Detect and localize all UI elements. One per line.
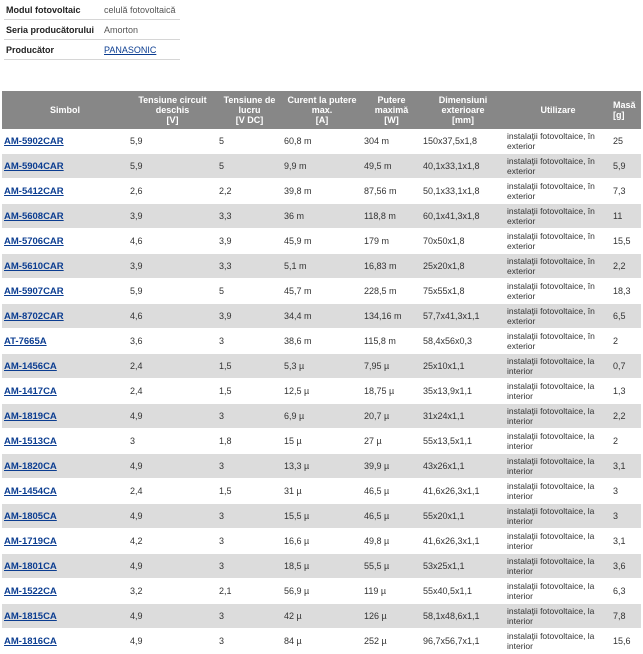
cell-open-circuit-voltage: 5,9 <box>128 154 217 179</box>
col-header-unit: [g] <box>613 110 625 120</box>
cell-symbol <box>2 154 128 179</box>
cell-usage: instalaţii fotovoltaice, la interior <box>505 579 611 604</box>
product-symbol-link[interactable]: AM-5610CAR <box>4 260 64 272</box>
col-header-label: Putere maximă <box>374 95 409 115</box>
cell-current: 36 m <box>282 204 362 229</box>
product-symbol-link[interactable]: AM-5706CAR <box>4 235 64 247</box>
cell-max-power: 20,7 µ <box>362 404 421 429</box>
cell-dimensions: 31x24x1,1 <box>421 404 505 429</box>
info-value-manufacturer <box>102 40 180 60</box>
product-symbol-link[interactable]: AM-5412CAR <box>4 185 64 197</box>
cell-open-circuit-voltage: 4,6 <box>128 304 217 329</box>
cell-open-circuit-voltage: 2,4 <box>128 479 217 504</box>
cell-working-voltage: 3,3 <box>217 204 282 229</box>
col-header-max-power[interactable] <box>362 91 421 129</box>
cell-usage: instalaţii fotovoltaice, în exterior <box>505 329 611 354</box>
cell-symbol <box>2 204 128 229</box>
product-symbol-link[interactable]: AM-5907CAR <box>4 285 64 297</box>
cell-open-circuit-voltage: 2,4 <box>128 354 217 379</box>
col-header-label: Utilizare <box>540 105 576 115</box>
cell-current: 15 µ <box>282 429 362 454</box>
cell-symbol <box>2 179 128 204</box>
info-key-manufacturer: Producător <box>4 40 102 60</box>
cell-current: 15,5 µ <box>282 504 362 529</box>
cell-working-voltage: 3 <box>217 404 282 429</box>
cell-mass: 3 <box>611 504 641 529</box>
col-header-unit: [A] <box>315 115 329 125</box>
table-row <box>2 529 641 554</box>
table-row <box>2 504 641 529</box>
cell-max-power: 304 m <box>362 129 421 154</box>
cell-usage: instalaţii fotovoltaice, în exterior <box>505 154 611 179</box>
product-symbol-link[interactable]: AT-7665A <box>4 335 47 347</box>
cell-dimensions: 57,7x41,3x1,1 <box>421 304 505 329</box>
cell-mass: 2 <box>611 329 641 354</box>
cell-max-power: 49,8 µ <box>362 529 421 554</box>
info-row-module <box>4 0 180 20</box>
cell-working-voltage: 3 <box>217 529 282 554</box>
col-header-unit: [mm] <box>452 115 474 125</box>
product-symbol-link[interactable]: AM-1816CA <box>4 635 57 647</box>
cell-dimensions: 50,1x33,1x1,8 <box>421 179 505 204</box>
cell-working-voltage: 3,9 <box>217 304 282 329</box>
cell-symbol <box>2 479 128 504</box>
cell-open-circuit-voltage: 2,6 <box>128 179 217 204</box>
cell-max-power: 46,5 µ <box>362 479 421 504</box>
product-symbol-link[interactable]: AM-5608CAR <box>4 210 64 222</box>
col-header-working-voltage[interactable] <box>217 91 282 129</box>
cell-open-circuit-voltage: 5,9 <box>128 129 217 154</box>
info-key-module: Modul fotovoltaic <box>4 0 102 20</box>
table-row <box>2 304 641 329</box>
cell-mass: 3 <box>611 479 641 504</box>
cell-dimensions: 58,1x48,6x1,1 <box>421 604 505 629</box>
cell-max-power: 179 m <box>362 229 421 254</box>
cell-max-power: 252 µ <box>362 629 421 654</box>
cell-working-voltage: 3,3 <box>217 254 282 279</box>
cell-working-voltage: 3 <box>217 554 282 579</box>
cell-working-voltage: 1,5 <box>217 379 282 404</box>
product-symbol-link[interactable]: AM-1719CA <box>4 535 57 547</box>
cell-working-voltage: 2,2 <box>217 179 282 204</box>
cell-dimensions: 60,1x41,3x1,8 <box>421 204 505 229</box>
col-header-label: Tensiune de lucru <box>223 95 276 115</box>
cell-usage: instalaţii fotovoltaice, la interior <box>505 529 611 554</box>
table-row <box>2 429 641 454</box>
table-row <box>2 154 641 179</box>
table-row <box>2 604 641 629</box>
col-header-open-circuit-voltage[interactable] <box>128 91 217 129</box>
cell-working-voltage: 3,9 <box>217 229 282 254</box>
table-row <box>2 354 641 379</box>
cell-dimensions: 53x25x1,1 <box>421 554 505 579</box>
cell-max-power: 115,8 m <box>362 329 421 354</box>
cell-open-circuit-voltage: 3 <box>128 429 217 454</box>
cell-open-circuit-voltage: 3,6 <box>128 329 217 354</box>
cell-max-power: 49,5 m <box>362 154 421 179</box>
col-header-unit: [V] <box>166 115 179 125</box>
cell-mass: 7,8 <box>611 604 641 629</box>
cell-mass: 5,9 <box>611 154 641 179</box>
col-header-current-at-max-power[interactable] <box>282 91 362 129</box>
cell-dimensions: 35x13,9x1,1 <box>421 379 505 404</box>
cell-usage: instalaţii fotovoltaice, la interior <box>505 504 611 529</box>
product-info-table <box>4 0 180 60</box>
cell-dimensions: 70x50x1,8 <box>421 229 505 254</box>
product-symbol-link[interactable]: AM-1417CA <box>4 385 57 397</box>
cell-max-power: 126 µ <box>362 604 421 629</box>
cell-max-power: 27 µ <box>362 429 421 454</box>
cell-symbol <box>2 629 128 654</box>
cell-working-voltage: 3 <box>217 504 282 529</box>
cell-open-circuit-voltage: 4,9 <box>128 454 217 479</box>
cell-max-power: 7,95 µ <box>362 354 421 379</box>
table-row <box>2 404 641 429</box>
cell-current: 5,1 m <box>282 254 362 279</box>
table-row <box>2 179 641 204</box>
cell-current: 18,5 µ <box>282 554 362 579</box>
product-symbol-link[interactable]: AM-1801CA <box>4 560 57 572</box>
cell-max-power: 228,5 m <box>362 279 421 304</box>
cell-usage: instalaţii fotovoltaice, în exterior <box>505 254 611 279</box>
cell-current: 31 µ <box>282 479 362 504</box>
product-symbol-link[interactable]: AM-8702CAR <box>4 310 64 322</box>
table-header-row <box>2 91 641 129</box>
cell-dimensions: 55x13,5x1,1 <box>421 429 505 454</box>
info-key-series: Seria producătorului <box>4 20 102 40</box>
table-row <box>2 229 641 254</box>
cell-symbol <box>2 579 128 604</box>
product-symbol-link[interactable]: AM-1815CA <box>4 610 57 622</box>
cell-symbol <box>2 429 128 454</box>
cell-usage: instalaţii fotovoltaice, în exterior <box>505 304 611 329</box>
col-header-label: Curent la putere max. <box>287 95 357 115</box>
cell-mass: 18,3 <box>611 279 641 304</box>
product-symbol-link[interactable]: AM-1805CA <box>4 510 57 522</box>
cell-usage: instalaţii fotovoltaice, la interior <box>505 354 611 379</box>
cell-symbol <box>2 379 128 404</box>
col-header-label: Dimensiuni exterioare <box>438 95 488 115</box>
cell-working-voltage: 3 <box>217 629 282 654</box>
cell-usage: instalaţii fotovoltaice, în exterior <box>505 179 611 204</box>
cell-dimensions: 58,4x56x0,3 <box>421 329 505 354</box>
product-symbol-link[interactable]: AM-1820CA <box>4 460 57 472</box>
cell-dimensions: 55x20x1,1 <box>421 504 505 529</box>
cell-max-power: 18,75 µ <box>362 379 421 404</box>
table-row <box>2 254 641 279</box>
cell-dimensions: 150x37,5x1,8 <box>421 129 505 154</box>
cell-open-circuit-voltage: 4,2 <box>128 529 217 554</box>
cell-mass: 2,2 <box>611 404 641 429</box>
cell-open-circuit-voltage: 2,4 <box>128 379 217 404</box>
cell-dimensions: 25x10x1,1 <box>421 354 505 379</box>
cell-max-power: 118,8 m <box>362 204 421 229</box>
cell-usage: instalaţii fotovoltaice, în exterior <box>505 129 611 154</box>
table-row <box>2 579 641 604</box>
cell-symbol <box>2 404 128 429</box>
cell-usage: instalaţii fotovoltaice, în exterior <box>505 204 611 229</box>
cell-max-power: 87,56 m <box>362 179 421 204</box>
cell-max-power: 134,16 m <box>362 304 421 329</box>
cell-mass: 3,1 <box>611 529 641 554</box>
cell-current: 6,9 µ <box>282 404 362 429</box>
col-header-label: Tensiune circuit deschis <box>138 95 207 115</box>
table-row <box>2 279 641 304</box>
cell-dimensions: 96,7x56,7x1,1 <box>421 629 505 654</box>
table-row <box>2 379 641 404</box>
col-header-symbol[interactable] <box>2 91 128 129</box>
cell-current: 9,9 m <box>282 154 362 179</box>
cell-working-voltage: 3 <box>217 604 282 629</box>
product-symbol-link[interactable]: AM-1456CA <box>4 360 57 372</box>
cell-symbol <box>2 354 128 379</box>
cell-mass: 25 <box>611 129 641 154</box>
cell-symbol <box>2 529 128 554</box>
cell-mass: 2,2 <box>611 254 641 279</box>
cell-max-power: 46,5 µ <box>362 504 421 529</box>
cell-open-circuit-voltage: 4,9 <box>128 604 217 629</box>
col-header-unit: [V DC] <box>235 115 264 125</box>
cell-usage: instalaţii fotovoltaice, la interior <box>505 454 611 479</box>
cell-symbol <box>2 454 128 479</box>
cell-dimensions: 55x40,5x1,1 <box>421 579 505 604</box>
cell-current: 45,9 m <box>282 229 362 254</box>
spec-table <box>2 91 641 654</box>
col-header-label: Masă <box>613 100 636 110</box>
cell-current: 12,5 µ <box>282 379 362 404</box>
cell-mass: 0,7 <box>611 354 641 379</box>
cell-usage: instalaţii fotovoltaice, în exterior <box>505 279 611 304</box>
cell-working-voltage: 5 <box>217 154 282 179</box>
cell-mass: 1,3 <box>611 379 641 404</box>
cell-symbol <box>2 279 128 304</box>
table-row <box>2 454 641 479</box>
cell-mass: 15,6 <box>611 629 641 654</box>
info-value-series: Amorton <box>102 20 180 40</box>
cell-working-voltage: 1,5 <box>217 354 282 379</box>
cell-mass: 3,1 <box>611 454 641 479</box>
col-header-label: Simbol <box>49 105 80 115</box>
manufacturer-link[interactable]: PANASONIC <box>104 44 157 55</box>
cell-open-circuit-voltage: 3,9 <box>128 254 217 279</box>
product-symbol-link[interactable]: AM-5904CAR <box>4 160 64 172</box>
cell-open-circuit-voltage: 3,2 <box>128 579 217 604</box>
cell-max-power: 39,9 µ <box>362 454 421 479</box>
cell-usage: instalaţii fotovoltaice, la interior <box>505 479 611 504</box>
col-header-usage[interactable] <box>505 91 611 129</box>
product-symbol-link[interactable]: AM-1513CA <box>4 435 57 447</box>
cell-max-power: 16,83 m <box>362 254 421 279</box>
cell-working-voltage: 1,5 <box>217 479 282 504</box>
cell-dimensions: 25x20x1,8 <box>421 254 505 279</box>
cell-mass: 2 <box>611 429 641 454</box>
info-row-manufacturer <box>4 40 180 60</box>
cell-max-power: 119 µ <box>362 579 421 604</box>
cell-usage: instalaţii fotovoltaice, la interior <box>505 404 611 429</box>
cell-symbol <box>2 554 128 579</box>
cell-open-circuit-voltage: 4,9 <box>128 554 217 579</box>
cell-usage: instalaţii fotovoltaice, la interior <box>505 604 611 629</box>
cell-working-voltage: 1,8 <box>217 429 282 454</box>
table-row <box>2 479 641 504</box>
cell-usage: instalaţii fotovoltaice, la interior <box>505 379 611 404</box>
cell-max-power: 55,5 µ <box>362 554 421 579</box>
table-row <box>2 554 641 579</box>
col-header-mass[interactable] <box>611 91 641 129</box>
cell-dimensions: 41,6x26,3x1,1 <box>421 529 505 554</box>
cell-working-voltage: 3 <box>217 454 282 479</box>
cell-mass: 15,5 <box>611 229 641 254</box>
cell-working-voltage: 3 <box>217 329 282 354</box>
cell-current: 84 µ <box>282 629 362 654</box>
cell-dimensions: 75x55x1,8 <box>421 279 505 304</box>
cell-current: 60,8 m <box>282 129 362 154</box>
cell-open-circuit-voltage: 4,9 <box>128 504 217 529</box>
cell-current: 39,8 m <box>282 179 362 204</box>
cell-current: 34,4 m <box>282 304 362 329</box>
product-symbol-link[interactable]: AM-1522CA <box>4 585 57 597</box>
cell-mass: 11 <box>611 204 641 229</box>
cell-working-voltage: 5 <box>217 129 282 154</box>
cell-open-circuit-voltage: 4,9 <box>128 629 217 654</box>
cell-current: 38,6 m <box>282 329 362 354</box>
info-row-series <box>4 20 180 40</box>
cell-symbol <box>2 329 128 354</box>
cell-usage: instalaţii fotovoltaice, la interior <box>505 554 611 579</box>
cell-open-circuit-voltage: 4,9 <box>128 404 217 429</box>
cell-dimensions: 41,6x26,3x1,1 <box>421 479 505 504</box>
table-row <box>2 204 641 229</box>
cell-dimensions: 40,1x33,1x1,8 <box>421 154 505 179</box>
product-symbol-link[interactable]: AM-1819CA <box>4 410 57 422</box>
cell-current: 5,3 µ <box>282 354 362 379</box>
col-header-unit: [W] <box>384 115 399 125</box>
cell-dimensions: 43x26x1,1 <box>421 454 505 479</box>
product-symbol-link[interactable]: AM-1454CA <box>4 485 57 497</box>
cell-open-circuit-voltage: 3,9 <box>128 204 217 229</box>
cell-mass: 6,5 <box>611 304 641 329</box>
cell-mass: 6,3 <box>611 579 641 604</box>
cell-mass: 3,6 <box>611 554 641 579</box>
cell-working-voltage: 2,1 <box>217 579 282 604</box>
cell-mass: 7,3 <box>611 179 641 204</box>
table-row <box>2 629 641 654</box>
cell-current: 45,7 m <box>282 279 362 304</box>
cell-usage: instalaţii fotovoltaice, în exterior <box>505 229 611 254</box>
cell-symbol <box>2 129 128 154</box>
cell-current: 56,9 µ <box>282 579 362 604</box>
product-symbol-link[interactable]: AM-5902CAR <box>4 135 64 147</box>
col-header-dimensions[interactable] <box>421 91 505 129</box>
cell-symbol <box>2 604 128 629</box>
cell-symbol <box>2 254 128 279</box>
info-value-module: celulă fotovoltaică <box>102 0 180 20</box>
table-row <box>2 329 641 354</box>
cell-working-voltage: 5 <box>217 279 282 304</box>
cell-usage: instalaţii fotovoltaice, la interior <box>505 629 611 654</box>
cell-open-circuit-voltage: 4,6 <box>128 229 217 254</box>
table-row <box>2 129 641 154</box>
cell-current: 13,3 µ <box>282 454 362 479</box>
cell-current: 42 µ <box>282 604 362 629</box>
cell-usage: instalaţii fotovoltaice, la interior <box>505 429 611 454</box>
cell-symbol <box>2 504 128 529</box>
cell-symbol <box>2 229 128 254</box>
cell-open-circuit-voltage: 5,9 <box>128 279 217 304</box>
cell-symbol <box>2 304 128 329</box>
cell-current: 16,6 µ <box>282 529 362 554</box>
